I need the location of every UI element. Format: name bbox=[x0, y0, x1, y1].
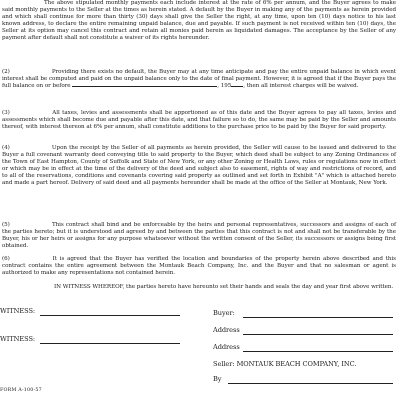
form-identifier: FORM A-100-57 bbox=[0, 388, 42, 393]
payoff-date-blank[interactable] bbox=[72, 86, 217, 87]
section-5-number: (5) bbox=[2, 222, 10, 228]
address-line-1[interactable] bbox=[243, 334, 393, 335]
buyer-label: Buyer: bbox=[213, 309, 235, 317]
payoff-year-blank[interactable] bbox=[231, 86, 243, 87]
by-label: By bbox=[213, 375, 222, 383]
witness-signature-line-2[interactable] bbox=[40, 343, 180, 344]
section-2-number: (2) bbox=[2, 69, 10, 75]
address-label-1: Address bbox=[213, 326, 240, 334]
section-5 bbox=[2, 222, 396, 250]
section-4-number: (4) bbox=[2, 145, 10, 151]
section-3 bbox=[2, 110, 396, 131]
section-2-text-b: , then all interest charges will be waived. bbox=[243, 82, 359, 89]
section-2-text-a: Providing there exists no default, the Buyer may at any time anticipate and pay the entire unpaid balance in which event interest shall be computed and paid on the unpaid balance only to the date of final payment. However, it is agreed that if the Buyer pays the full balance on or before bbox=[2, 69, 396, 89]
by-signature-line[interactable] bbox=[228, 383, 393, 384]
witness-clause bbox=[2, 284, 396, 291]
address-label-2: Address bbox=[213, 343, 240, 351]
section-4-text: Upon the receipt by the Seller of all payments as herein provided, the Seller will cause to be issued and delivered to the Buyer a full covenant warranty deed conveying title to said property to the Buyer, which deed shall be subject to any Zoning Ordinances of the Town of East Hampton, County of Suffolk and State of New York, or any other Zoning or Health Laws, rules or regulations now in effect or which may be in effect at the time of the delivery of the deed and subject also to easement, rights of way and restrictions of record, and to all of the reservations, conditions and covenants covering said property as outlined and set forth in Exhibit "A" which is attached hereto and made a part hereof. Delivery of said deed and all payments hereunder shall be made at the office of the Seller at Montauk, New York. bbox=[2, 145, 396, 186]
section-4 bbox=[2, 145, 396, 186]
section-6-text: It is agreed that the Buyer has verified the location and boundaries of the property herein above described and this contract contains the entire agreement between the Montauk Beach Company, Inc. and the Buyer and that no salesman or agent is authorized to make any representations not contained herein. bbox=[2, 256, 396, 276]
witness-label-1: WITNESS: bbox=[0, 307, 36, 315]
witness-label-2: WITNESS: bbox=[0, 335, 36, 343]
section-3-text: All taxes, levies and assessments shall be apportioned as of this date and the Buyer agrees to pay all taxes, levies and assessments which shall become due and payable after this date, and that failure so to do, the same may be paid by the Seller and amounts thereof, with interest thereon at 6% per annum, shall constitute additions to the purchase price to be paid by the Buyer for said property. bbox=[2, 110, 396, 130]
section-6-number: (6) bbox=[2, 256, 10, 262]
seller-label: Seller: MONTAUK BEACH COMPANY, INC. bbox=[213, 360, 357, 368]
section-2-year: , 195 bbox=[217, 82, 232, 89]
buyer-signature-line[interactable] bbox=[243, 317, 393, 318]
address-line-2[interactable] bbox=[243, 351, 393, 352]
section-2 bbox=[2, 69, 396, 90]
section-6 bbox=[2, 256, 396, 277]
section-3-number: (3) bbox=[2, 110, 10, 116]
witness-signature-line-1[interactable] bbox=[40, 315, 180, 316]
witness-clause-text: IN WITNESS WHEREOF, the parties hereto have hereunto set their hands and seals the day and year first above written. bbox=[54, 284, 394, 290]
intro-text: The above stipulated monthly payments each include interest at the rate of 6% per annum, and the Buyer agrees to make said monthly payments to the Seller at the times as herein stated. A default by the Buyer in making any of the payments as herein provided and which shall continue for more than thirty (30) days shall give the Seller the right, at any time, upon ten (10) days notice to his last known address, to declare the entire remaining unpaid balance, due and payable. If such payment is not received within ten (10) days, the Seller at its option may cancel this contract and retain all monies paid herein as liquidated damages. The acceptance by the Seller of any payment after default shall not constitute a waiver of its rights hereunder. bbox=[2, 0, 396, 41]
section-5-text: This contract shall bind and be enforceable by the heirs and personal representatives, successors and assigns of each of the parties hereto; but it is understood and agreed by and between the parties that this contract is not and shall not be transferable by the Buyer, his or her heirs or assigns for any purpose whatsoever without the written consent of the Seller, its successors or assigns being first obtained. bbox=[2, 222, 396, 249]
intro-paragraph bbox=[2, 0, 396, 41]
